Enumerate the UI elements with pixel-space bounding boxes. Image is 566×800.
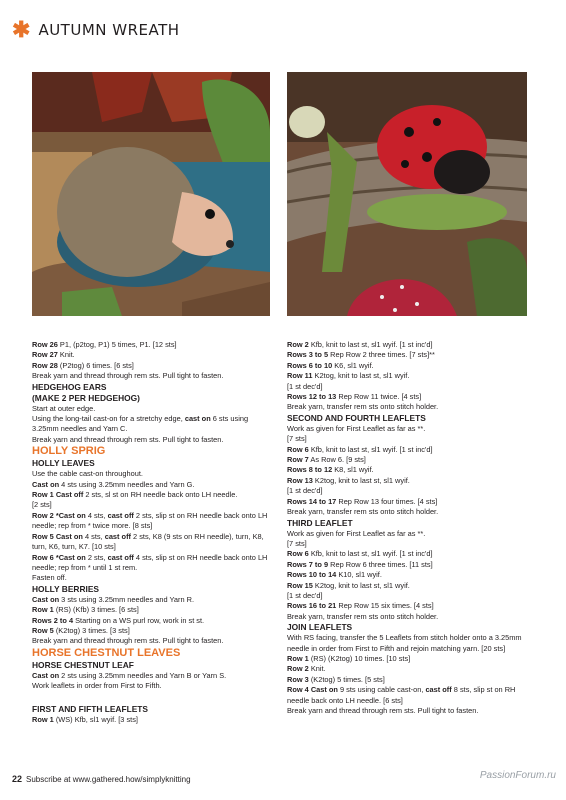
join-leaflets-heading: JOIN LEAFLETS [287,622,353,633]
page-header [12,17,180,42]
instruction-line: [7 sts] [287,434,307,444]
instruction-line: Work as given for First Leaflet as far as **. [287,423,426,433]
hedgehog-photo [32,72,270,316]
second-fourth-heading: SECOND AND FOURTH LEAFLETS [287,412,426,423]
instruction-line: Rows 12 to 13 Rep Row 11 twice. [4 sts] [287,392,422,402]
instruction-line: Rows 3 to 5 Rep Row 2 three times. [7 sts]** [287,350,435,360]
instruction-line: Row 2 *Cast on 4 sts, cast off 2 sts, slip st on RH needle back onto LH needle; rep from * twice more. [8 sts] [32,510,268,531]
instruction-line: Row 7 As Row 6. [9 sts] [287,455,366,465]
horse-chestnut-leaf-heading: HORSE CHESTNUT LEAF [32,659,134,670]
instruction-line: Row 2 Kfb, knit to last st, sl1 wyif. [1 st inc'd] [287,340,433,349]
instruction-line: Row 1 (RS) (Kfb) 3 times. [6 sts] [32,605,139,615]
section-title: AUTUMN WREATH [38,21,180,39]
instruction-line: [1 st dec'd] [287,590,323,600]
instruction-line: Row 4 Cast on 9 sts using cable cast-on, cast off 8 sts, slip st on RH needle back onto LH needle. [6 sts] [287,685,516,705]
instruction-line: Row 6 *Cast on 2 sts, cast off 4 sts, slip st on RH needle back onto LH needle; rep from * until 1 st rem. [32,552,268,572]
page-number: 22 [12,774,23,784]
instruction-line: Using the long-tail cast-on for a stretchy edge, cast on 6 sts using 3.25mm needles and Yarn C. [32,414,249,434]
page-footer [12,774,191,784]
instruction-line: Break yarn and thread through rem sts. Pull tight to fasten. [32,636,224,646]
asterisk-icon: ✱ [12,17,31,42]
instruction-line: Row 28 (P2tog) 6 times. [6 sts] [32,360,134,370]
instruction-line: [2 sts] [32,500,52,510]
horse-chestnut-heading: HORSE CHESTNUT LEAVES [32,646,181,659]
instruction-line: Row 6 Kfb, knit to last st, sl1 wyif. [1 st inc'd] [287,444,433,454]
hedgehog-ears-heading: HEDGEHOG EARS [32,381,107,392]
watermark: PassionForum.ru [479,770,556,781]
left-column [32,340,270,725]
hedgehog-ears-subheading: (MAKE 2 PER HEDGEHOG) [32,392,140,403]
instruction-line: [7 sts] [287,538,307,548]
instruction-line: Work leaflets in order from First to Fifth. [32,681,162,691]
instruction-line: Cast on 3 sts using 3.25mm needles and Yarn R. [32,594,194,604]
subscribe-link[interactable]: Subscribe at www.gathered.how/simplyknitting [26,775,191,784]
instruction-line: Rows 16 to 21 Rep Row 15 six times. [4 sts] [287,601,434,611]
instruction-line: Row 11 K2tog, knit to last st, sl1 wyif. [287,371,410,381]
instruction-line: Row 5 Cast on 4 sts, cast off 2 sts, K8 (9 sts on RH needle), turn, K8, turn, K6, turn, K7. [10 sts] [32,531,264,552]
instruction-line: Break yarn, transfer rem sts onto stitch holder. [287,507,439,517]
instruction-line: Fasten off. [32,573,67,583]
instruction-line: Break yarn and thread through rem sts. Pull tight to fasten. [287,706,479,715]
instruction-line: Row 5 (K2tog) 3 times. [3 sts] [32,625,130,635]
instruction-line: [1 st dec'd] [287,486,323,496]
instruction-line: Row 15 K2tog, knit to last st, sl1 wyif. [287,580,410,590]
instruction-line: Rows 7 to 9 Rep Row 6 three times. [11 sts] [287,559,433,569]
ladybird-photo [287,72,527,316]
instruction-line: Rows 10 to 14 K10, sl1 wyif. [287,570,382,580]
instruction-line: Row 3 (K2tog) 5 times. [5 sts] [287,674,385,684]
right-column [287,340,527,716]
holly-sprig-heading: HOLLY SPRIG [32,445,106,458]
instruction-line: Rows 8 to 12 K8, sl1 wyif. [287,465,374,475]
instruction-line: Use the cable cast-on throughout. [32,469,143,479]
instruction-line: Row 1 Cast off 2 sts, sl st on RH needle back onto LH needle. [32,490,238,500]
holly-berries-heading: HOLLY BERRIES [32,583,100,594]
instruction-line: Row 13 K2tog, knit to last st, sl1 wyif. [287,475,410,485]
first-fifth-heading: FIRST AND FIFTH LEAFLETS [32,703,148,714]
instruction-line: Start at outer edge. [32,403,96,413]
instruction-line: Cast on 4 sts using 3.25mm needles and Yarn G. [32,479,195,489]
instruction-line: Rows 2 to 4 Starting on a WS purl row, work in st st. [32,615,205,625]
instruction-line: Rows 6 to 10 K6, sl1 wyif. [287,360,374,370]
instruction-line: Work as given for First Leaflet as far as **. [287,528,426,538]
instruction-line: Row 26 P1, (p2tog, P1) 5 times, P1. [12 sts] [32,340,177,349]
instruction-line: Break yarn, transfer rem sts onto stitch holder. [287,402,439,412]
instruction-line: With RS facing, transfer the 5 Leaflets from stitch holder onto a 3.25mm needle in order from First to Fifth and rejoin matching yarn. [20 sts] [287,633,522,653]
instruction-line: [1 st dec'd] [287,381,323,391]
instruction-line: Rows 14 to 17 Rep Row 13 four times. [4 sts] [287,496,438,506]
instruction-line: Break yarn, transfer rem sts onto stitch holder. [287,611,439,621]
instruction-line: Break yarn and thread through rem sts. Pull tight to fasten. [32,371,224,381]
instruction-line: Row 27 Knit. [32,350,75,360]
instruction-line: Cast on 2 sts using 3.25mm needles and Yarn B or Yarn S. [32,670,227,680]
third-leaflet-heading: THIRD LEAFLET [287,517,353,528]
instruction-line: Row 6 Kfb, knit to last st, sl1 wyif. [1 st inc'd] [287,549,433,559]
instruction-line: Row 1 (WS) Kfb, sl1 wyif. [3 sts] [32,714,138,724]
instruction-line: Break yarn and thread through rem sts. Pull tight to fasten. [32,434,224,444]
instruction-line: Row 2 Knit. [287,664,326,674]
instruction-line: Row 1 (RS) (K2tog) 10 times. [10 sts] [287,653,411,663]
holly-leaves-heading: HOLLY LEAVES [32,458,95,469]
